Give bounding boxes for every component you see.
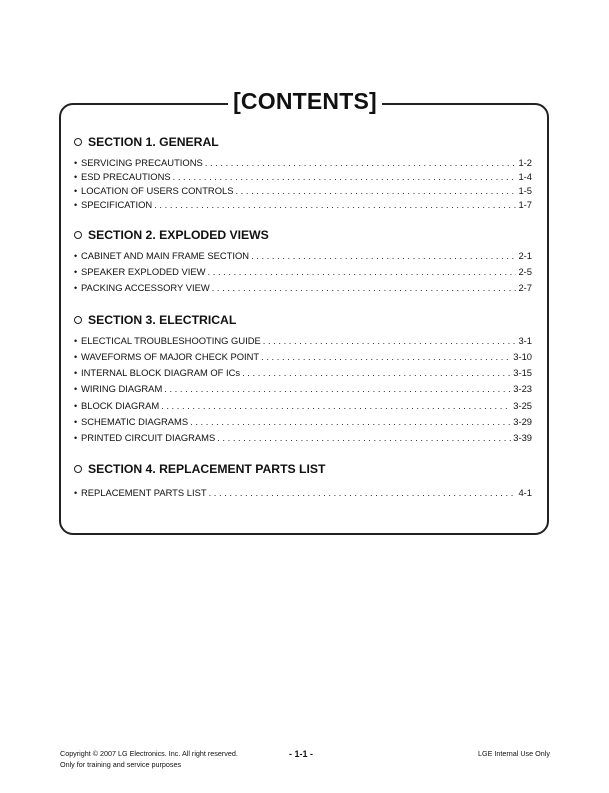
- section-circle-icon: [74, 138, 82, 146]
- toc-entry-label: INTERNAL BLOCK DIAGRAM OF ICs: [81, 367, 241, 378]
- section-heading-exploded-views: SECTION 2. EXPLODED VIEWS: [74, 228, 269, 242]
- toc-entry-label: ESD PRECAUTIONS: [81, 171, 171, 182]
- toc-entry[interactable]: • INTERNAL BLOCK DIAGRAM OF ICs . . . 3-15: [74, 367, 532, 379]
- toc-entry-label: ELECTICAL TROUBLESHOOTING GUIDE: [81, 335, 261, 346]
- toc-entry-page: 1-5: [518, 185, 532, 196]
- toc-entry-label: SCHEMATIC DIAGRAMS: [81, 416, 189, 427]
- toc-entry-label: WAVEFORMS OF MAJOR CHECK POINT: [81, 351, 260, 362]
- page-title: [CONTENTS]: [228, 84, 382, 118]
- section-heading-replacement-parts: SECTION 4. REPLACEMENT PARTS LIST: [74, 462, 325, 476]
- toc-entry-page: 2-7: [518, 282, 532, 293]
- toc-entry[interactable]: • REPLACEMENT PARTS LIST . . . 4-1: [74, 487, 532, 499]
- footer-training-note: Only for training and service purposes: [60, 760, 182, 769]
- toc-entry-page: 3-39: [513, 432, 532, 443]
- toc-entry-page: 1-2: [518, 157, 532, 168]
- footer-page-number: - 1-1 -: [289, 749, 314, 759]
- toc-entry[interactable]: • ELECTICAL TROUBLESHOOTING GUIDE . . . 3-1: [74, 335, 532, 347]
- toc-entry[interactable]: • PACKING ACCESSORY VIEW . . . 2-7: [74, 282, 532, 294]
- toc-entry-page: 3-10: [513, 351, 532, 362]
- toc-entry-label: PACKING ACCESSORY VIEW: [81, 282, 210, 293]
- toc-entry-page: 3-1: [518, 335, 532, 346]
- toc-entry[interactable]: • BLOCK DIAGRAM . . . 3-25: [74, 400, 532, 412]
- toc-entry-label: SERVICING PRECAUTIONS: [81, 157, 203, 168]
- toc-entry[interactable]: • PRINTED CIRCUIT DIAGRAMS . . . 3-39: [74, 432, 532, 444]
- toc-entry-page: 1-4: [518, 171, 532, 182]
- toc-entry[interactable]: • CABINET AND MAIN FRAME SECTION . . . 2-1: [74, 250, 532, 262]
- section-circle-icon: [74, 316, 82, 324]
- section-circle-icon: [74, 465, 82, 473]
- toc-entry[interactable]: • SPECIFICATION . . . 1-7: [74, 199, 532, 211]
- toc-entry-page: 4-1: [518, 487, 532, 498]
- toc-entry-label: REPLACEMENT PARTS LIST: [81, 487, 207, 498]
- toc-entry[interactable]: • WAVEFORMS OF MAJOR CHECK POINT . . . 3-10: [74, 351, 532, 363]
- section-heading-general: SECTION 1. GENERAL: [74, 135, 219, 149]
- toc-entry-page: 3-23: [513, 383, 532, 394]
- footer-copyright: Copyright © 2007 LG Electronics. Inc. All right reserved.: [60, 749, 238, 758]
- footer-internal-note: LGE Internal Use Only: [478, 749, 550, 758]
- toc-entry-page: 1-7: [518, 199, 532, 210]
- toc-entry[interactable]: • SCHEMATIC DIAGRAMS . . . 3-29: [74, 416, 532, 428]
- toc-entry-label: SPEAKER EXPLODED VIEW: [81, 266, 206, 277]
- footer-left: [60, 748, 238, 770]
- toc-entry-page: 3-15: [513, 367, 532, 378]
- toc-entry[interactable]: • SERVICING PRECAUTIONS . . . 1-2: [74, 157, 532, 169]
- toc-entry-page: 3-25: [513, 400, 532, 411]
- toc-entry-page: 2-1: [518, 250, 532, 261]
- toc-entry[interactable]: • LOCATION OF USERS CONTROLS . . . 1-5: [74, 185, 532, 197]
- toc-entry-label: SPECIFICATION: [81, 199, 153, 210]
- toc-entry-label: LOCATION OF USERS CONTROLS: [81, 185, 234, 196]
- toc-entry[interactable]: • WIRING DIAGRAM . . . 3-23: [74, 383, 532, 395]
- toc-entry[interactable]: • SPEAKER EXPLODED VIEW . . . 2-5: [74, 266, 532, 278]
- toc-entry-label: CABINET AND MAIN FRAME SECTION: [81, 250, 250, 261]
- section-heading-electrical: SECTION 3. ELECTRICAL: [74, 313, 236, 327]
- toc-entry-page: 3-29: [513, 416, 532, 427]
- toc-entry-label: WIRING DIAGRAM: [81, 383, 163, 394]
- toc-entry-label: BLOCK DIAGRAM: [81, 400, 160, 411]
- toc-entry[interactable]: • ESD PRECAUTIONS . . . 1-4: [74, 171, 532, 183]
- toc-entry-label: PRINTED CIRCUIT DIAGRAMS: [81, 432, 216, 443]
- toc-entry-page: 2-5: [518, 266, 532, 277]
- section-circle-icon: [74, 231, 82, 239]
